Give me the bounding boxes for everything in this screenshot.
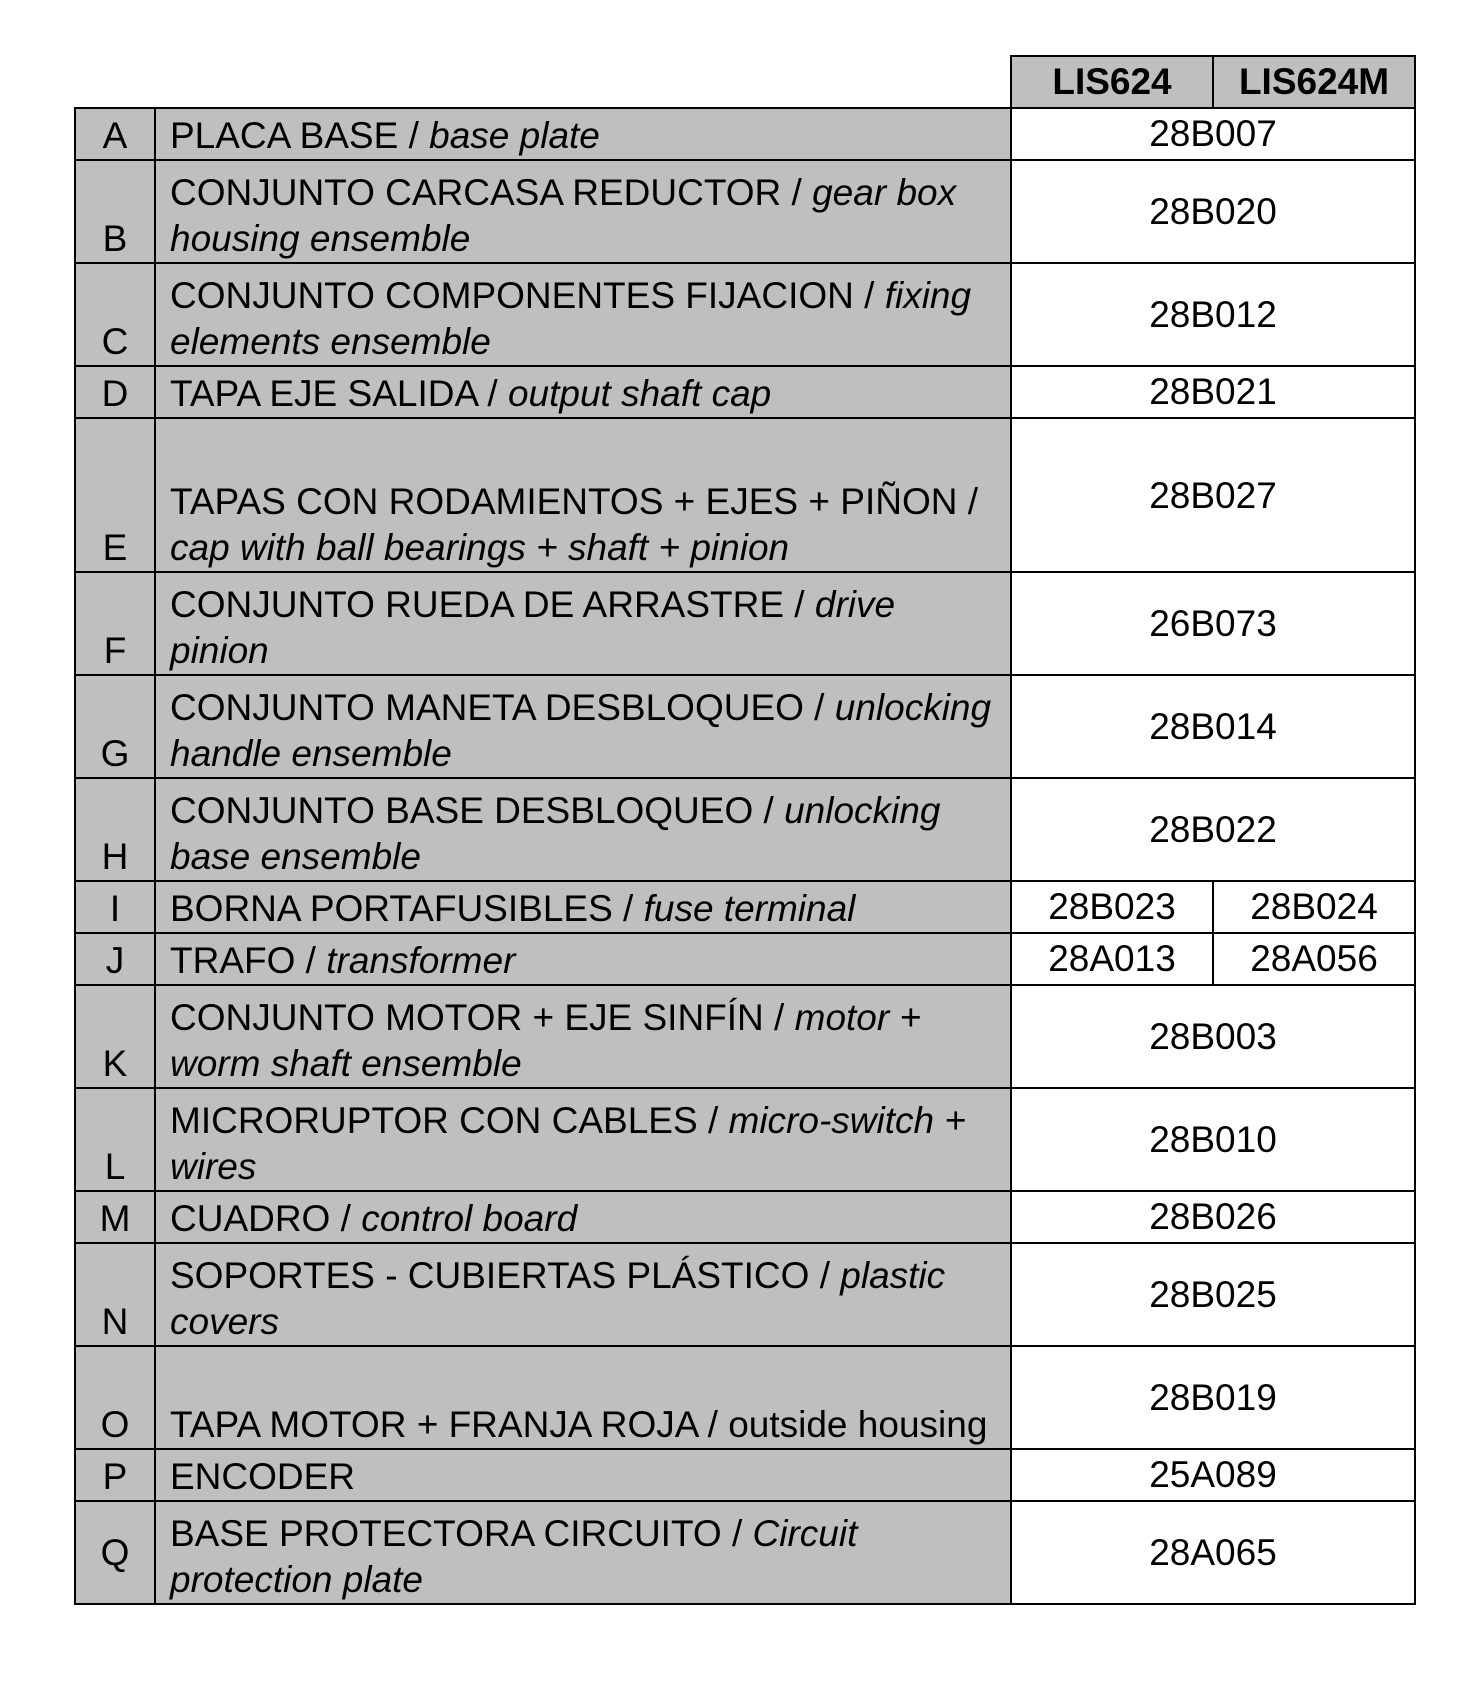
description-es: CONJUNTO CARCASA REDUCTOR /: [170, 172, 813, 213]
row-letter: Q: [75, 1501, 155, 1604]
part-code-model-2: 28B024: [1213, 881, 1415, 933]
parts-table: [74, 55, 1416, 1605]
row-description: [155, 263, 1011, 366]
row-letter: D: [75, 366, 155, 418]
description-en: plastic covers: [170, 1255, 946, 1342]
description-en: motor + worm shaft ensemble: [170, 997, 922, 1084]
table-row: [75, 881, 1415, 933]
description-es: TAPA MOTOR + FRANJA ROJA / outside housing: [170, 1404, 988, 1445]
row-letter: A: [75, 108, 155, 160]
row-letter: N: [75, 1243, 155, 1346]
header-model-1: LIS624: [1011, 56, 1213, 108]
row-description: [155, 108, 1011, 160]
description-es: BORNA PORTAFUSIBLES /: [170, 888, 644, 929]
description-es: MICRORUPTOR CON CABLES /: [170, 1100, 729, 1141]
description-es: CONJUNTO MANETA DESBLOQUEO /: [170, 687, 835, 728]
description-es: CONJUNTO MOTOR + EJE SINFÍN /: [170, 997, 795, 1038]
row-description: [155, 1191, 1011, 1243]
part-code: 28B026: [1011, 1191, 1415, 1243]
part-code: 25A089: [1011, 1449, 1415, 1501]
row-letter: F: [75, 572, 155, 675]
part-code: 28B010: [1011, 1088, 1415, 1191]
description-es: BASE PROTECTORA CIRCUITO /: [170, 1513, 753, 1554]
description-en: micro-switch + wires: [170, 1100, 966, 1187]
description-es: CONJUNTO RUEDA DE ARRASTRE /: [170, 584, 815, 625]
part-code-model-1: 28A013: [1011, 933, 1213, 985]
description-en: cap with ball bearings + shaft + pinion: [170, 527, 790, 568]
row-letter: H: [75, 778, 155, 881]
table-row: [75, 108, 1415, 160]
row-letter: P: [75, 1449, 155, 1501]
description-es: ENCODER: [170, 1456, 356, 1497]
part-code: 28B012: [1011, 263, 1415, 366]
part-code: 28B022: [1011, 778, 1415, 881]
description-es: SOPORTES - CUBIERTAS PLÁSTICO /: [170, 1255, 841, 1296]
part-code: 28B019: [1011, 1346, 1415, 1449]
part-code-model-2: 28A056: [1213, 933, 1415, 985]
table-row: [75, 933, 1415, 985]
row-description: [155, 160, 1011, 263]
part-code: 28B003: [1011, 985, 1415, 1088]
row-letter: B: [75, 160, 155, 263]
row-letter: C: [75, 263, 155, 366]
table-row: [75, 1243, 1415, 1346]
row-description: [155, 1088, 1011, 1191]
row-letter: J: [75, 933, 155, 985]
part-code: 28A065: [1011, 1501, 1415, 1604]
table-row: [75, 160, 1415, 263]
description-es: CONJUNTO BASE DESBLOQUEO /: [170, 790, 785, 831]
header-blank-letter: [75, 56, 155, 108]
header-row: [75, 56, 1415, 108]
description-es: TAPA EJE SALIDA /: [170, 373, 508, 414]
part-code: 28B007: [1011, 108, 1415, 160]
row-description: [155, 572, 1011, 675]
table-row: [75, 1449, 1415, 1501]
part-code: 28B014: [1011, 675, 1415, 778]
part-code: 28B020: [1011, 160, 1415, 263]
description-en: drive pinion: [170, 584, 896, 671]
row-letter: M: [75, 1191, 155, 1243]
description-es: TRAFO /: [170, 940, 327, 981]
row-description: [155, 1346, 1011, 1449]
description-en: unlocking handle ensemble: [170, 687, 992, 774]
description-en: fuse terminal: [643, 888, 856, 929]
table-row: [75, 263, 1415, 366]
table-row: [75, 1346, 1415, 1449]
description-en: transformer: [326, 940, 516, 981]
description-en: base plate: [429, 115, 600, 156]
row-letter: L: [75, 1088, 155, 1191]
description-es: CUADRO /: [170, 1198, 362, 1239]
row-description: [155, 366, 1011, 418]
row-description: [155, 778, 1011, 881]
part-code-model-1: 28B023: [1011, 881, 1213, 933]
description-es: PLACA BASE /: [170, 115, 430, 156]
row-letter: G: [75, 675, 155, 778]
header-model-2: LIS624M: [1213, 56, 1415, 108]
part-code: 28B021: [1011, 366, 1415, 418]
row-description: [155, 675, 1011, 778]
row-letter: K: [75, 985, 155, 1088]
header-blank-desc: [155, 56, 1011, 108]
description-en: unlocking base ensemble: [170, 790, 941, 877]
part-code: 28B025: [1011, 1243, 1415, 1346]
table-row: [75, 418, 1415, 572]
description-en: Circuit protection plate: [170, 1513, 858, 1600]
table-row: [75, 1088, 1415, 1191]
description-en: gear box housing ensemble: [170, 172, 957, 259]
description-es: CONJUNTO COMPONENTES FIJACION /: [170, 275, 885, 316]
row-letter: O: [75, 1346, 155, 1449]
row-description: [155, 1243, 1011, 1346]
description-es: TAPAS CON RODAMIENTOS + EJES + PIÑON /: [170, 481, 979, 522]
row-description: [155, 418, 1011, 572]
description-en: fixing elements ensemble: [170, 275, 972, 362]
row-letter: E: [75, 418, 155, 572]
row-description: [155, 1501, 1011, 1604]
part-code: 26B073: [1011, 572, 1415, 675]
table-row: [75, 985, 1415, 1088]
row-description: [155, 881, 1011, 933]
part-code: 28B027: [1011, 418, 1415, 572]
table-row: [75, 1501, 1415, 1604]
row-letter: I: [75, 881, 155, 933]
table-row: [75, 366, 1415, 418]
row-description: [155, 933, 1011, 985]
table-row: [75, 675, 1415, 778]
table-row: [75, 572, 1415, 675]
description-en: control board: [361, 1198, 578, 1239]
row-description: [155, 1449, 1011, 1501]
description-en: output shaft cap: [507, 373, 772, 414]
table-row: [75, 1191, 1415, 1243]
table-row: [75, 778, 1415, 881]
row-description: [155, 985, 1011, 1088]
